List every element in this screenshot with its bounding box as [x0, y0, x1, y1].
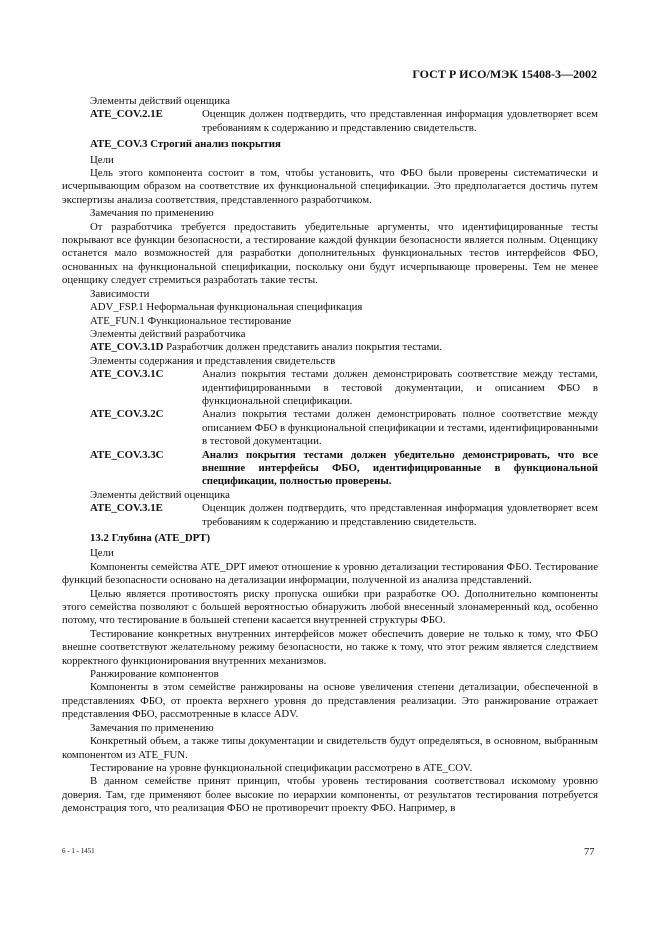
- section-label: Зависимости: [90, 287, 150, 300]
- paragraph: Целью является противостоять риску пропуска ошибки при разработке ОО. Дополнительно компоненты этого семейства позволяют с большей вероятностью обнаружить любой внесенный злонамеренный код, особенно потому, что тестирование в большей степени касается внутренней структуры ФБО.: [62, 587, 598, 627]
- element-text: Оценщик должен подтвердить, что представленная информация удовлетворяет всем требованиям к содержанию и представлению свидетельств.: [202, 108, 598, 134]
- section-label: Цели: [90, 547, 114, 560]
- paragraph: От разработчика требуется предоставить убедительные аргументы, что идентифицированные тесты покрывают все функции безопасности, а тестирование каждой функции безопасности является полным. Оценщику останется мало возможностей для разработки дополнительных функциональных тестов интерфейсов ФБО, основанных на функциональной спецификации, поскольку они будут исчерпывающе проверены. Тем не менее оценщику следует стремиться разработать такие тесты.: [62, 220, 598, 287]
- section-label: Элементы действий оценщика: [90, 95, 230, 107]
- print-code: 6 - 1 - 1451: [62, 847, 95, 855]
- requirement-element: [62, 108, 598, 135]
- document-header: ГОСТ Р ИСО/МЭК 15408-3—2002: [412, 67, 597, 81]
- page-number: 77: [584, 847, 595, 858]
- section-label: Цели: [90, 153, 114, 166]
- element-id: ATE_COV.3.1E: [90, 502, 163, 515]
- paragraph: Цель этого компонента состоит в том, чтобы установить, что ФБО были проверены систематически и исчерпывающим образом на соответствие их функциональной спецификации. Это предполагается достичь путем экспертизы анализа соответствия, представленного разработчиком.: [62, 167, 598, 206]
- section-label: Ранжирование компонентов: [90, 668, 219, 681]
- section-heading: 13.2 Глубина (ATE_DPT): [90, 532, 211, 544]
- section-label: Элементы действий оценщика: [90, 488, 230, 501]
- element-id: ATE_COV.3.2C: [90, 408, 164, 421]
- section-label: Элементы действий разработчика: [90, 327, 246, 340]
- paragraph: Тестирование на уровне функциональной спецификации рассмотрено в ATE_COV.: [90, 761, 473, 774]
- element-text: Разработчик должен представить анализ покрытия тестами.: [166, 341, 443, 354]
- element-text: Анализ покрытия тестами должен убедительно демонстрировать, что все внешние интерфейсы ФБО, идентифицированные в функциональной спецификации, полностью проверены.: [202, 448, 598, 488]
- requirement-element: [62, 408, 598, 448]
- element-text: Оценщик должен подтвердить, что представленная информация удовлетворяет всем требованиям к содержанию и представлению свидетельств.: [202, 502, 598, 528]
- paragraph: Тестирование конкретных внутренних интерфейсов может обеспечить доверие не только к тому, что ФБО внешне соответствуют желательному режиму безопасности, но также к тому, что этот режим является следствием корректного функционирования внутренних механизмов.: [62, 627, 598, 667]
- element-id: ATE_COV.3.3C: [90, 448, 164, 461]
- section-label: Замечания по применению: [90, 721, 214, 734]
- element-id: ATE_COV.3.1C: [90, 368, 164, 381]
- element-text: Анализ покрытия тестами должен демонстрировать соответствие между тестами, идентифицированными в тестовой документации, и описанием ФБО в функциональной спецификации.: [202, 368, 598, 407]
- element-id: ATE_COV.2.1E: [90, 108, 163, 121]
- section-label: Элементы содержания и представления свидетельств: [90, 354, 336, 367]
- section-label: Замечания по применению: [90, 207, 214, 220]
- section-label: ADV_FSP.1 Неформальная функциональная спецификация: [90, 301, 363, 314]
- requirement-element: [62, 449, 598, 489]
- paragraph: Компоненты семейства ATE_DPT имеют отношение к уровню детализации тестирования ФБО. Тестирование функций безопасности основано на детализации информации, полученной из анализа представлений.: [62, 560, 598, 587]
- element-text: Анализ покрытия тестами должен демонстрировать полное соответствие между описанием ФБО в функциональной спецификации и тестами, идентифицированными в тестовой документации.: [202, 408, 598, 448]
- section-heading: ATE_COV.3 Строгий анализ покрытия: [90, 138, 281, 151]
- section-label: ATE_FUN.1 Функциональное тестирование: [90, 314, 292, 327]
- requirement-element: [62, 341, 598, 354]
- paragraph: В данном семействе принят принцип, чтобы уровень тестирования соответствовал искомому уровню доверия. Там, где применяют более высокие по иерархии компоненты, от результатов тестирования потребуется демонстрация того, что реализация ФБО не противоречит проекту ФБО. Например, в: [62, 775, 598, 815]
- paragraph: Компоненты в этом семействе ранжированы на основе увеличения степени детализации, обеспеченной в представлениях ФБО, от проекта верхнего уровня до представления реализации. Это ранжирование отражает представления ФБО, рассмотренные в классе ADV.: [62, 681, 598, 721]
- requirement-element: [62, 502, 598, 529]
- element-id: ATE_COV.3.1D: [90, 341, 164, 354]
- requirement-element: [62, 368, 598, 408]
- page-body: [62, 95, 598, 816]
- paragraph: Конкретный объем, а также типы документации и свидетельств будут определяться, в основном, выбранным компонентом из ATE_FUN.: [62, 735, 598, 761]
